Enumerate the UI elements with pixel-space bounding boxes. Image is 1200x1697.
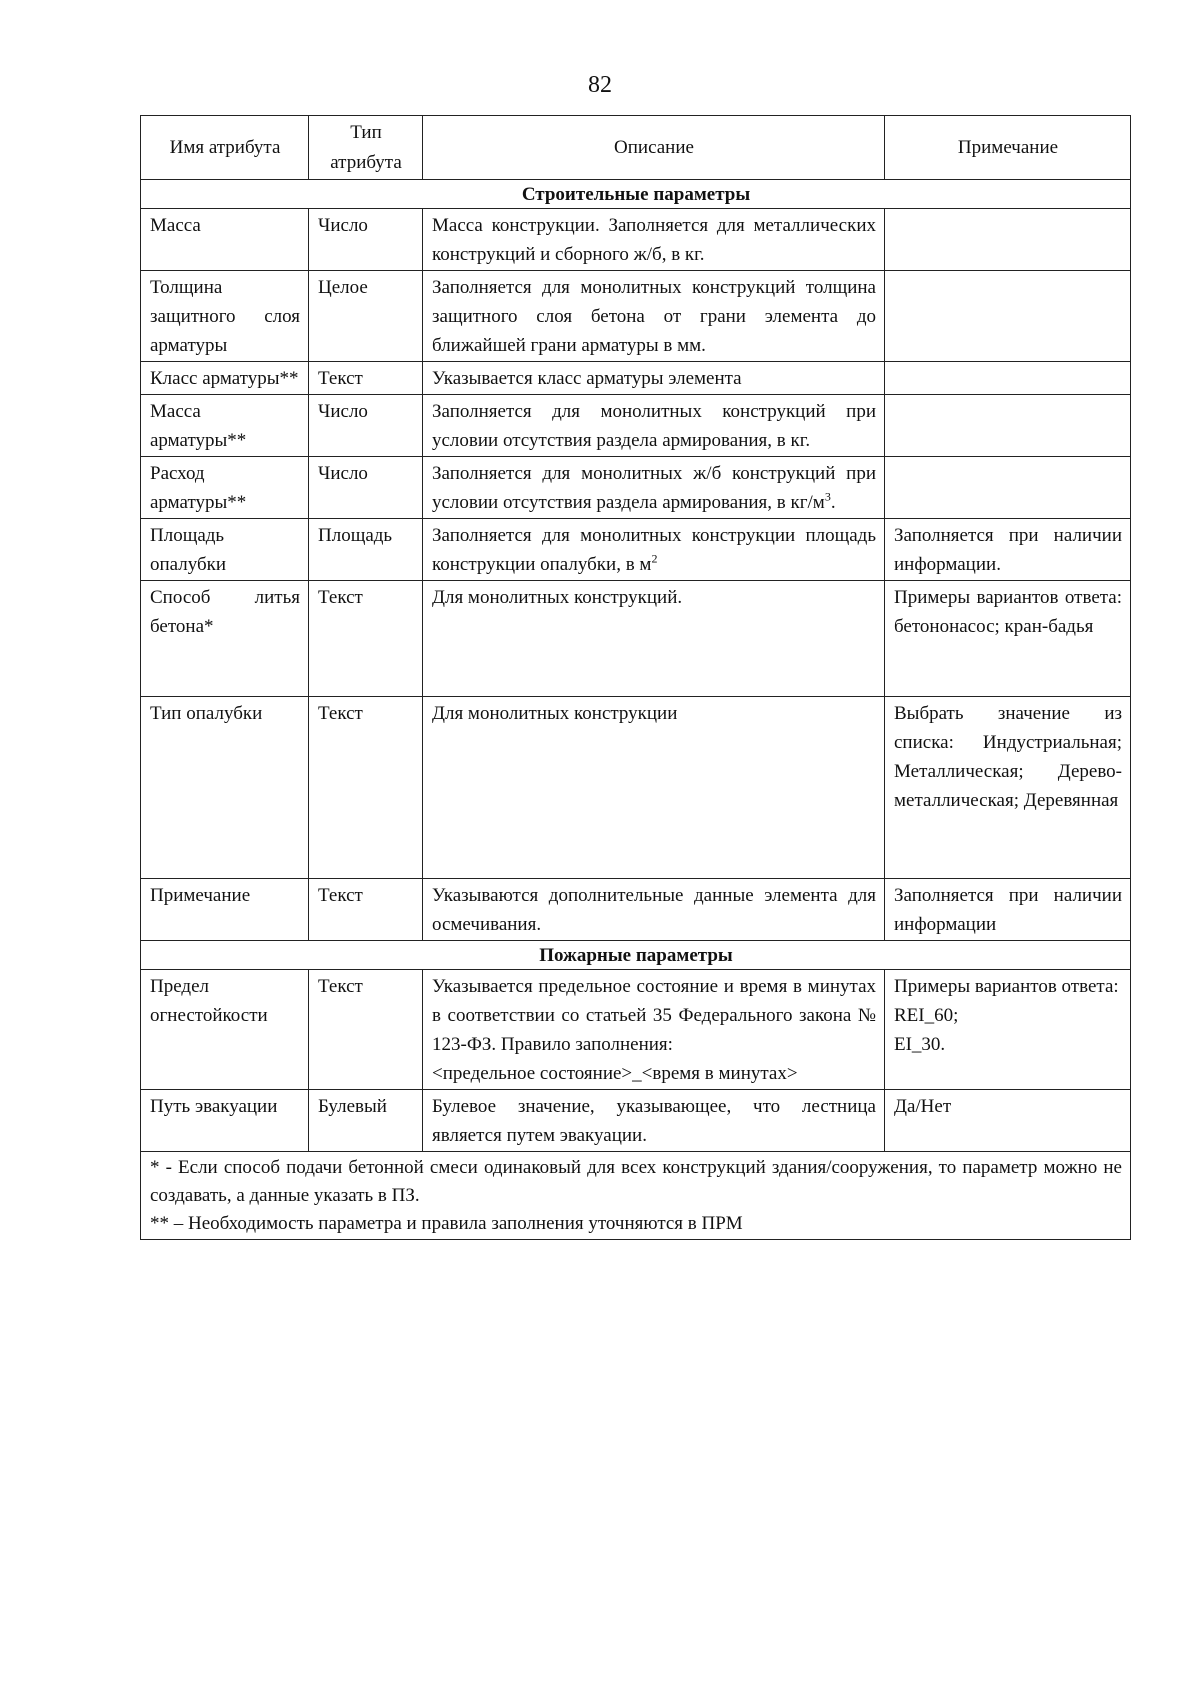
attr-type: Булевый (309, 1090, 423, 1152)
attr-name: Предел огнестойкости (141, 970, 309, 1090)
attr-type: Число (309, 395, 423, 457)
attr-note (885, 970, 1131, 1090)
attr-note (885, 362, 1131, 395)
superscript: 2 (651, 551, 658, 566)
table-row (141, 519, 1131, 581)
table-row (141, 970, 1131, 1090)
footnote-single-asterisk: * - Если способ подачи бетонной смеси одинаковый для всех конструкций здания/сооружения, то параметр можно не создавать, а данные указать в ПЗ. (150, 1157, 1122, 1206)
attr-type: Текст (309, 362, 423, 395)
header-type: Тип атрибута (309, 116, 423, 180)
attr-note (885, 209, 1131, 271)
section-title-construction: Строительные параметры (141, 180, 1131, 209)
attr-name: Класс арматуры** (141, 362, 309, 395)
table-row (141, 581, 1131, 697)
attr-name: Путь эвакуации (141, 1090, 309, 1152)
table-row (141, 209, 1131, 271)
attr-name: Толщина защитного слоя арматуры (141, 271, 309, 362)
note-text: Примеры вариантов ответа: (894, 976, 1119, 997)
attr-description: Указываются дополнительные данные элемента для осмечивания. (423, 879, 885, 941)
page-number: 82 (588, 72, 612, 98)
attr-description: Заполняется для монолитных конструкций при условии отсутствия раздела армирования, в кг. (423, 395, 885, 457)
table-header-row (141, 116, 1131, 180)
attr-description: Масса конструкции. Заполняется для металлических конструкций и сборного ж/б, в кг. (423, 209, 885, 271)
attr-type: Текст (309, 879, 423, 941)
header-name: Имя атрибута (141, 116, 309, 180)
attr-name: Способ литья бетона* (141, 581, 309, 697)
header-description: Описание (423, 116, 885, 180)
attr-type: Текст (309, 697, 423, 879)
note-example-2: EI_30. (894, 1034, 946, 1055)
attr-description (423, 457, 885, 519)
footnote-double-asterisk: ** – Необходимость параметра и правила заполнения уточняются в ПРМ (150, 1213, 743, 1234)
attributes-table (140, 115, 1131, 1240)
attr-name: Примечание (141, 879, 309, 941)
footnotes-cell (141, 1152, 1131, 1240)
table-row (141, 271, 1131, 362)
note-example-1: REI_60; (894, 1005, 959, 1026)
attr-description: Для монолитных конструкции (423, 697, 885, 879)
description-text: Заполняется для монолитных ж/б конструкций при условии отсутствия раздела армирования, в кг/м (432, 463, 876, 513)
attr-note: Примеры вариантов ответа: бетононасос; кран-бадья (885, 581, 1131, 697)
attr-note: Заполняется при наличии информации. (885, 519, 1131, 581)
attr-type: Число (309, 457, 423, 519)
superscript: 3 (824, 489, 831, 504)
description-format: <предельное состояние>_<время в минутах> (432, 1063, 798, 1084)
attr-type: Целое (309, 271, 423, 362)
description-text: Заполняется для монолитных конструкции площадь конструкции опалубки, в м (432, 525, 876, 575)
attr-description (423, 970, 885, 1090)
attr-note (885, 457, 1131, 519)
attr-note: Да/Нет (885, 1090, 1131, 1152)
attr-name: Масса (141, 209, 309, 271)
attr-description: Булевое значение, указывающее, что лестница является путем эвакуации. (423, 1090, 885, 1152)
attr-name: Масса арматуры** (141, 395, 309, 457)
attr-type: Число (309, 209, 423, 271)
description-text: Указывается предельное состояние и время в минутах в соответствии со статьей 35 Федерального закона № 123-ФЗ. Правило заполнения: (432, 976, 876, 1055)
attr-type: Текст (309, 581, 423, 697)
attr-type: Площадь (309, 519, 423, 581)
section-row-fire (141, 941, 1131, 970)
attr-description: Для монолитных конструкций. (423, 581, 885, 697)
attr-description: Указывается класс арматуры элемента (423, 362, 885, 395)
header-note: Примечание (885, 116, 1131, 180)
attr-name: Тип опалубки (141, 697, 309, 879)
attr-description: Заполняется для монолитных конструкций толщина защитного слоя бетона от грани элемента до ближайшей грани арматуры в мм. (423, 271, 885, 362)
attr-name: Расход арматуры** (141, 457, 309, 519)
attr-description (423, 519, 885, 581)
table-row (141, 395, 1131, 457)
attr-note: Заполняется при наличии информации (885, 879, 1131, 941)
attr-note (885, 271, 1131, 362)
table-row (141, 362, 1131, 395)
description-end: . (830, 492, 836, 513)
attr-note: Выбрать значение из списка: Индустриальная; Металлическая; Дерево-металлическая; Деревянная (885, 697, 1131, 879)
table-row (141, 879, 1131, 941)
attr-type: Текст (309, 970, 423, 1090)
table-row (141, 697, 1131, 879)
table-row (141, 1090, 1131, 1152)
table-row (141, 457, 1131, 519)
section-row-construction (141, 180, 1131, 209)
footnotes-row (141, 1152, 1131, 1240)
section-title-fire: Пожарные параметры (141, 941, 1131, 970)
attr-name: Площадь опалубки (141, 519, 309, 581)
attr-note (885, 395, 1131, 457)
